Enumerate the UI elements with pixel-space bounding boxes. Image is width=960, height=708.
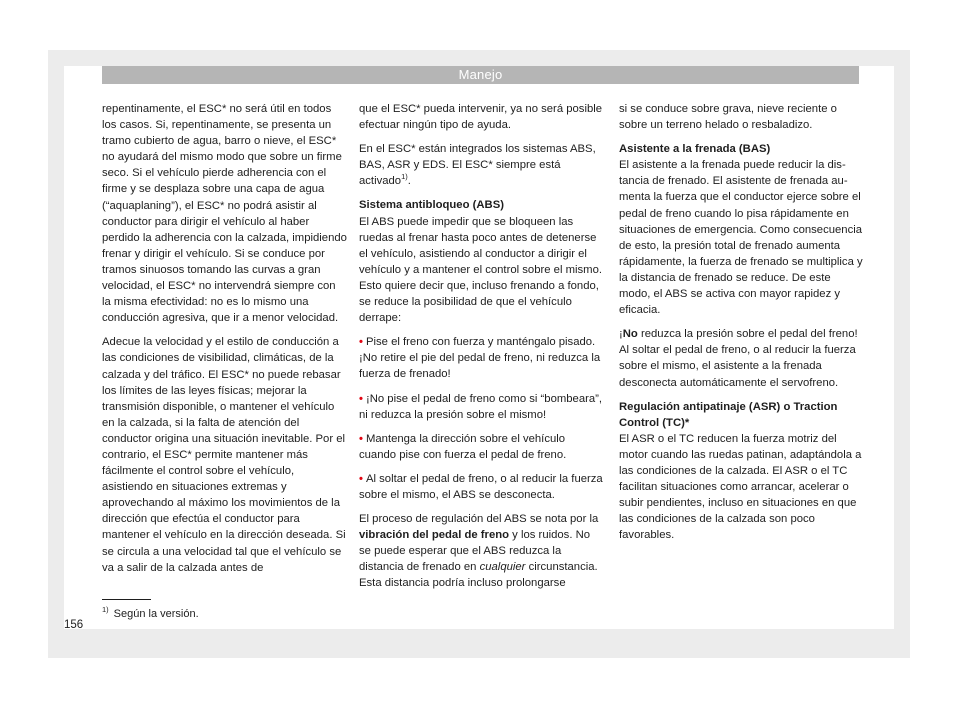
paragraph: El asistente a la frenada puede reducir la distancia de frenado. El asistente de frenada aumenta la fuerza que el conductor ejerce sobre el pedal de freno cuando lo pisa rápidamente en situaciones de emergencia. Como consecuencia de esto, la presión total de frenado aumenta rápidamente, la fuerza de frenado se multiplica y la distancia de frenado se reduce. De este modo, el ABS se activa con mayor rapidez y eficacia. bbox=[619, 159, 863, 317]
paragraph: si se conduce sobre grava, nieve reciente o sobre un terreno helado o resbaladizo. bbox=[619, 103, 837, 132]
paragraph: repentinamente, el ESC* no será útil en todos los casos. Si, repentinamente, se presenta un tramo cubierto de agua, barro o nieve, el ESC* no ayudará del mismo modo que sobre un firme seco. Si el vehículo pierde adherencia con el firme y se desplaza sobre una capa de agua (“aquaplaning”), el ESC* no podrá asistir al conductor para dirigir el vehículo al haber perdido la adherencia con la calzada, impidiendo frenar y dirigir el vehículo. Si se conduce por tramos sinuosos tomando las curvas a gran velocidad, el ESC* no intervendrá siempre con la misma efectividad: no es lo mismo una conducción agresiva, que ir a menor velocidad. bbox=[102, 103, 347, 325]
footnote-mark: 1) bbox=[102, 605, 109, 615]
asr-heading: Regulación antipatinaje (ASR) o Traction Control (TC)* bbox=[619, 400, 838, 429]
column-2 bbox=[359, 101, 604, 600]
paragraph: El ASR o el TC reducen la fuerza motriz del motor cuando las ruedas patinan, adaptándola a las condiciones de la calzada. El ASR o el TC facilitan situaciones como arrancar, acelerar o subir pendientes, incluso en situaciones en que las condiciones de la calzada son poco favorables. bbox=[619, 432, 862, 542]
paragraph: que el ESC* pueda intervenir, ya no será posible efectuar ningún tipo de ayuda. bbox=[359, 103, 603, 132]
bullet-item: • Al soltar el pedal de freno, o al reducir la fuerza sobre el mismo, el ABS se desconecta. bbox=[359, 472, 603, 501]
page-number: 156 bbox=[64, 619, 84, 631]
bullet-icon: • bbox=[359, 472, 363, 485]
footnote-divider bbox=[102, 599, 151, 600]
bullet-icon: • bbox=[359, 336, 363, 349]
footnote-text: Según la versión. bbox=[113, 608, 199, 620]
paragraph-end: . bbox=[407, 175, 411, 188]
paragraph-abs-regulation: El proceso de regulación del ABS se nota por la vibración del pedal de freno y los ruidos. No se puede esperar que el ABS reduzca la distancia de frenado en cualquier circunstancia. Esta distancia podría incluso prolongarse bbox=[359, 513, 599, 590]
column-3 bbox=[619, 101, 864, 551]
column-1 bbox=[102, 101, 347, 584]
paragraph: Adecue la velocidad y el estilo de conducción a las condiciones de visibilidad, climáticas, de la calzada y del tráfico. El ESC* no puede rebasar los límites de las leyes físicas; mejorar la transmisión disponible, o mantener el vehículo en la calzada, si la falta de atención del conductor origina una situación inevitable. Por el contrario, el ESC* permite mantener más fácilmente el control sobre el vehículo, asistiendo en situaciones extremas y aprovechando al máximo los movimientos de la dirección que efectúa el conductor para mantener el vehículo en la dirección deseada. Si se circula a una velocidad tal que el vehículo se va a salir de la calzada antes de bbox=[102, 336, 346, 574]
bullet-icon: • bbox=[359, 392, 363, 405]
footnote-ref: 1) bbox=[401, 172, 408, 182]
section-header: Manejo bbox=[102, 66, 859, 84]
bullet-item: • Pise el freno con fuerza y manténgalo pisado. ¡No retire el pie del pedal de freno, ni reduzca la fuerza de frenado! bbox=[359, 336, 601, 381]
paragraph-no-reduce: ¡No reduzca la presión sobre el pedal del freno! Al soltar el pedal de freno, o al reducir la fuerza sobre el mismo, el asistente a la frenada desconecta automáticamente el servofreno. bbox=[619, 328, 858, 389]
paragraph: El ABS puede impedir que se bloqueen las ruedas al frenar hasta poco antes de detenerse el vehículo, asistiendo al conductor a dirigir el vehículo y a mantener el control sobre el mismo. Esto quiere decir que, incluso frenando a fondo, se reduce la posibilidad de que el vehículo derrape: bbox=[359, 215, 602, 325]
bullet-icon: • bbox=[359, 432, 363, 445]
footnote bbox=[102, 607, 199, 621]
bullet-item: • Mantenga la dirección sobre el vehículo cuando pise con fuerza el pedal de freno. bbox=[359, 432, 567, 461]
paragraph-esc-integrated bbox=[359, 141, 604, 189]
emphasis-italic: cualquier bbox=[479, 561, 526, 574]
abs-heading: Sistema antibloqueo (ABS) bbox=[359, 199, 504, 212]
emphasis-bold: vibración del pedal de freno bbox=[359, 529, 510, 542]
paragraph-text: En el ESC* están integrados los sistemas ABS, BAS, ASR y EDS. El ESC* siempre está activado bbox=[359, 143, 596, 188]
bullet-item: • ¡No pise el pedal de freno como si “bombeara”, ni reduzca la presión sobre el mismo! bbox=[359, 392, 603, 421]
bas-heading: Asistente a la frenada (BAS) bbox=[619, 143, 771, 156]
emphasis-bold: No bbox=[622, 328, 638, 341]
